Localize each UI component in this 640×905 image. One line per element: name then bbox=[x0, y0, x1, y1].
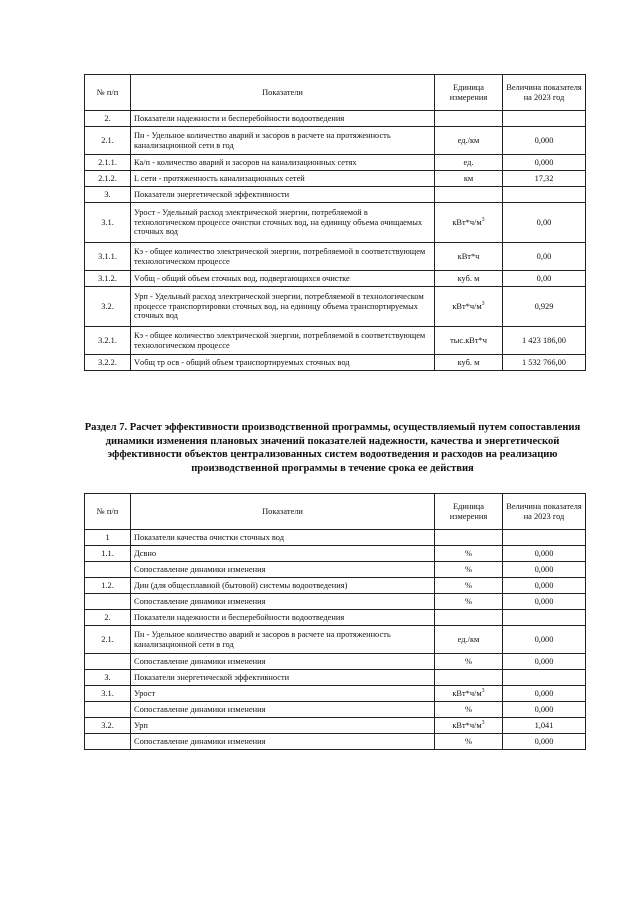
row-indicator: Урп - Удельный расход электрической энергии, потребляемой в технологическом процессе транспортировки сточных вод, на единицу объема транспортируемых сточных вод bbox=[131, 287, 435, 327]
row-value bbox=[503, 670, 586, 686]
table-header-row bbox=[85, 75, 586, 111]
header-indicator: Показатели bbox=[131, 75, 435, 111]
row-indicator: Сопоставление динамики изменения bbox=[131, 594, 435, 610]
table-row bbox=[85, 578, 586, 594]
row-num bbox=[85, 594, 131, 610]
row-value bbox=[503, 187, 586, 203]
header-unit: Единица измерения bbox=[435, 494, 503, 530]
row-unit: ед. bbox=[435, 155, 503, 171]
row-num: 2.1. bbox=[85, 626, 131, 654]
table-row bbox=[85, 355, 586, 371]
efficiency-comparison-table bbox=[84, 493, 586, 750]
row-value bbox=[503, 530, 586, 546]
row-value: 0,000 bbox=[503, 654, 586, 670]
row-value: 0,000 bbox=[503, 594, 586, 610]
row-num: 3.2. bbox=[85, 287, 131, 327]
row-num: 3.2.1. bbox=[85, 327, 131, 355]
header-value: Величина показателя на 2023 год bbox=[503, 75, 586, 111]
row-indicator: Сопоставление динамики изменения bbox=[131, 734, 435, 750]
row-unit: % bbox=[435, 562, 503, 578]
row-num: 1.2. bbox=[85, 578, 131, 594]
row-value: 0,000 bbox=[503, 562, 586, 578]
table-row bbox=[85, 155, 586, 171]
row-unit bbox=[435, 187, 503, 203]
row-unit: $кВт*ч/м^3$ bbox=[435, 686, 503, 702]
table-row bbox=[85, 287, 586, 327]
table-row bbox=[85, 718, 586, 734]
table-row bbox=[85, 670, 586, 686]
row-unit: % bbox=[435, 578, 503, 594]
row-indicator: L сети - протяженность канализационных сетей bbox=[131, 171, 435, 187]
row-unit: тыс.кВт*ч bbox=[435, 327, 503, 355]
header-num: № п/п bbox=[85, 75, 131, 111]
row-indicator: Кэ - общее количество электрической энергии, потребляемой в соответствующем технологическом процессе bbox=[131, 243, 435, 271]
row-value: 0,00 bbox=[503, 271, 586, 287]
row-indicator: Vобщ - общий объем сточных вод, подвергающихся очистке bbox=[131, 271, 435, 287]
row-num: 3.1.1. bbox=[85, 243, 131, 271]
row-unit: % bbox=[435, 734, 503, 750]
row-unit: $кВт*ч/м^3$ bbox=[435, 287, 503, 327]
table-row bbox=[85, 626, 586, 654]
row-unit: % bbox=[435, 654, 503, 670]
row-num: 3.2. bbox=[85, 718, 131, 734]
row-indicator: Показатели энергетической эффективности bbox=[131, 670, 435, 686]
table-row bbox=[85, 327, 586, 355]
row-indicator: Сопоставление динамики изменения bbox=[131, 654, 435, 670]
row-value: 1,041 bbox=[503, 718, 586, 734]
row-indicator: Пн - Удельное количество аварий и засоров в расчете на протяженность канализационной сети в год bbox=[131, 127, 435, 155]
table-row bbox=[85, 530, 586, 546]
row-value: 0,000 bbox=[503, 734, 586, 750]
row-value: 0,000 bbox=[503, 546, 586, 562]
row-value: 0,000 bbox=[503, 686, 586, 702]
header-num: № п/п bbox=[85, 494, 131, 530]
row-num: 3.1.2. bbox=[85, 271, 131, 287]
row-num: 3.2.2. bbox=[85, 355, 131, 371]
row-num: 3. bbox=[85, 187, 131, 203]
row-num bbox=[85, 734, 131, 750]
section-7-title: Раздел 7. Расчет эффективности производственной программы, осуществляемый путем сопоставления динамики изменения плановых значений показателей надежности, качества и энергетической эффективности объектов централизованных систем водоотведения и расходов на реализацию производственной программы в течение срока ее действия bbox=[84, 422, 581, 474]
row-unit bbox=[435, 530, 503, 546]
row-num: 3.1. bbox=[85, 203, 131, 243]
row-value: 0,000 bbox=[503, 578, 586, 594]
row-value bbox=[503, 610, 586, 626]
row-value: 0,000 bbox=[503, 127, 586, 155]
row-unit: $кВт*ч/м^3$ bbox=[435, 203, 503, 243]
row-indicator: Сопоставление динамики изменения bbox=[131, 702, 435, 718]
row-indicator: Дсвно bbox=[131, 546, 435, 562]
row-value: 0,929 bbox=[503, 287, 586, 327]
row-indicator: Показатели качества очистки сточных вод bbox=[131, 530, 435, 546]
row-value: 1 532 766,00 bbox=[503, 355, 586, 371]
row-unit: куб. м bbox=[435, 271, 503, 287]
row-value: 1 423 186,00 bbox=[503, 327, 586, 355]
row-unit: ед./км bbox=[435, 626, 503, 654]
table-row bbox=[85, 610, 586, 626]
row-num: 3. bbox=[85, 670, 131, 686]
row-indicator: Показатели надежности и бесперебойности водоотведения bbox=[131, 111, 435, 127]
indicators-table-reliability-energy bbox=[84, 74, 586, 371]
row-unit: куб. м bbox=[435, 355, 503, 371]
row-indicator: Показатели энергетической эффективности bbox=[131, 187, 435, 203]
row-num bbox=[85, 702, 131, 718]
table-row bbox=[85, 171, 586, 187]
table-row bbox=[85, 734, 586, 750]
row-unit bbox=[435, 610, 503, 626]
header-value: Величина показателя на 2023 год bbox=[503, 494, 586, 530]
table-row bbox=[85, 654, 586, 670]
row-unit: кВт*ч bbox=[435, 243, 503, 271]
row-indicator: Кэ - общее количество электрической энергии, потребляемой в соответствующем технологическом процессе bbox=[131, 327, 435, 355]
table-row bbox=[85, 203, 586, 243]
row-indicator: Сопоставление динамики изменения bbox=[131, 562, 435, 578]
row-indicator: Vобщ тр осв - общий объем транспортируемых сточных вод bbox=[131, 355, 435, 371]
table-row bbox=[85, 686, 586, 702]
row-value: 0,00 bbox=[503, 203, 586, 243]
row-unit bbox=[435, 670, 503, 686]
row-num: 2. bbox=[85, 610, 131, 626]
row-unit: % bbox=[435, 546, 503, 562]
row-num bbox=[85, 562, 131, 578]
row-num: 3.1. bbox=[85, 686, 131, 702]
table-header-row bbox=[85, 494, 586, 530]
row-value: 17,32 bbox=[503, 171, 586, 187]
row-num: 1.1. bbox=[85, 546, 131, 562]
row-indicator: Урп bbox=[131, 718, 435, 734]
row-value: 0,000 bbox=[503, 155, 586, 171]
row-indicator: Показатели надежности и бесперебойности водоотведения bbox=[131, 610, 435, 626]
row-num: 1 bbox=[85, 530, 131, 546]
row-num: 2.1.2. bbox=[85, 171, 131, 187]
row-indicator: Урост - Удельный расход электрической энергии, потребляемой в технологическом процессе очистки сточных вод, на единицу объема очищаемых сточных вод bbox=[131, 203, 435, 243]
row-unit bbox=[435, 111, 503, 127]
row-value bbox=[503, 111, 586, 127]
table-row bbox=[85, 243, 586, 271]
table-row bbox=[85, 271, 586, 287]
row-unit: % bbox=[435, 702, 503, 718]
header-indicator: Показатели bbox=[131, 494, 435, 530]
row-num: 2.1. bbox=[85, 127, 131, 155]
row-indicator: Пн - Удельное количество аварий и засоров в расчете на протяженность канализационной сети в год bbox=[131, 626, 435, 654]
row-unit: $кВт*ч/м^3$ bbox=[435, 718, 503, 734]
row-indicator: Дин (для общесплавной (бытовой) системы водоотведения) bbox=[131, 578, 435, 594]
row-num: 2.1.1. bbox=[85, 155, 131, 171]
row-value: 0,00 bbox=[503, 243, 586, 271]
table-row bbox=[85, 594, 586, 610]
row-indicator: Ка/п - количество аварий и засоров на канализационных сетях bbox=[131, 155, 435, 171]
row-indicator: Урост bbox=[131, 686, 435, 702]
row-num: 2. bbox=[85, 111, 131, 127]
row-unit: км bbox=[435, 171, 503, 187]
table-row bbox=[85, 127, 586, 155]
row-unit: ед./км bbox=[435, 127, 503, 155]
table-row bbox=[85, 562, 586, 578]
table-row bbox=[85, 546, 586, 562]
table-row bbox=[85, 111, 586, 127]
row-num bbox=[85, 654, 131, 670]
row-unit: % bbox=[435, 594, 503, 610]
row-value: 0,000 bbox=[503, 702, 586, 718]
table-row bbox=[85, 702, 586, 718]
header-unit: Единица измерения bbox=[435, 75, 503, 111]
table-row bbox=[85, 187, 586, 203]
row-value: 0,000 bbox=[503, 626, 586, 654]
